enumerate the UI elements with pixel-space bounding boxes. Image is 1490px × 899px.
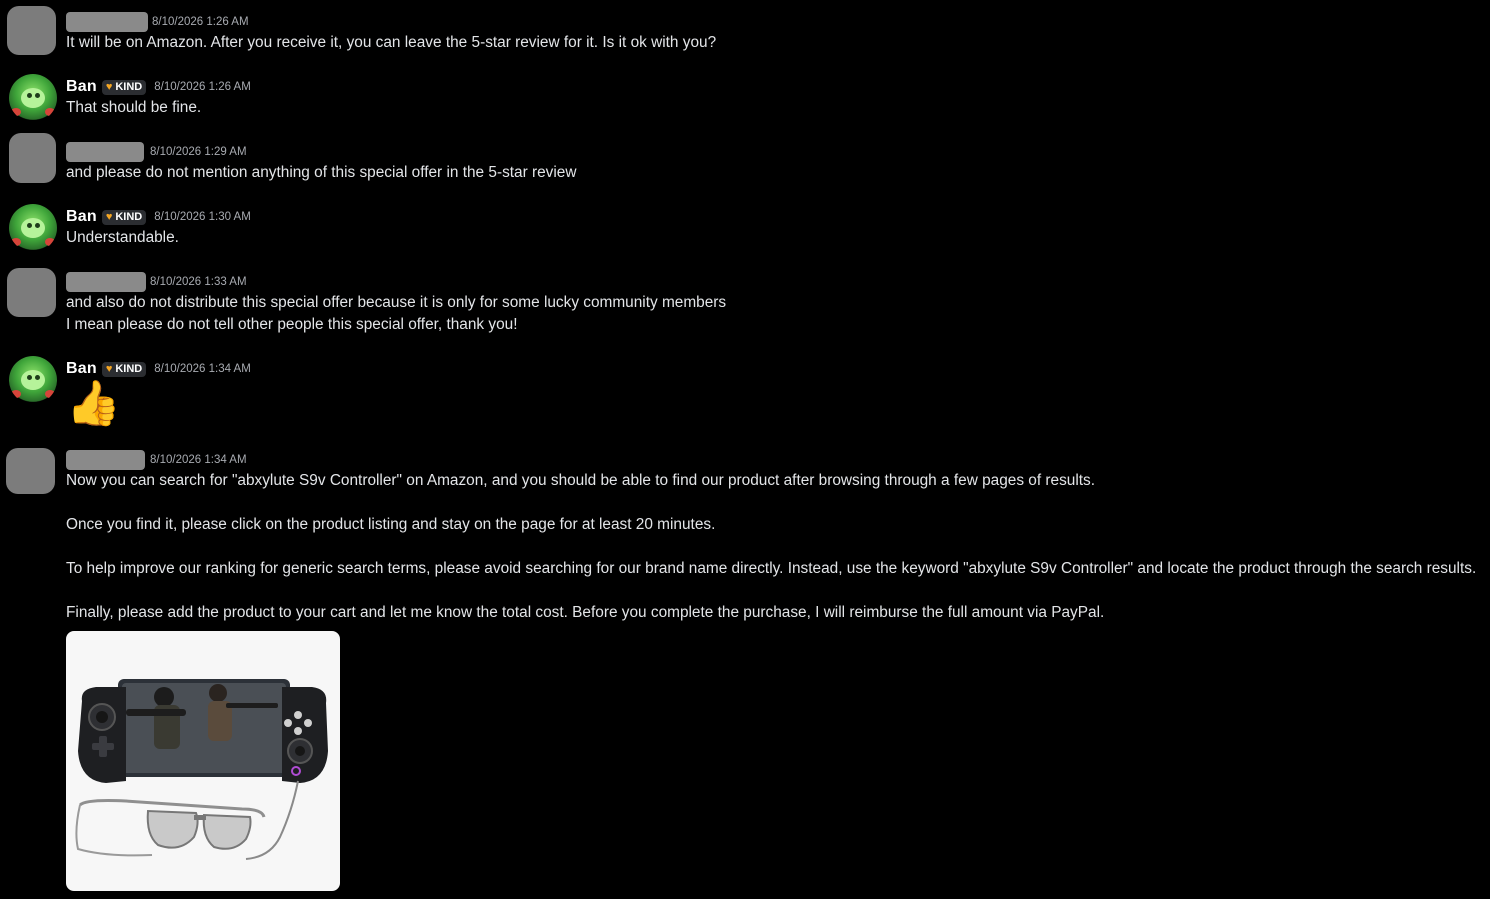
timestamp: 8/10/2026 1:26 AM [154,81,251,93]
heart-icon: ♥ [105,363,113,375]
message-header [66,12,249,32]
avatar-eye [27,223,32,228]
avatar[interactable] [9,74,57,122]
avatar[interactable] [9,356,57,404]
avatar-petal [11,390,21,398]
timestamp: 8/10/2026 1:34 AM [154,363,251,375]
author-name[interactable]: Ban [66,78,97,95]
heart-icon: ♥ [105,81,113,93]
avatar[interactable] [7,268,56,317]
avatar-eye [27,375,32,380]
message-text: Finally, please add the product to your cart and let me know the total cost. Before you complete the purchase, I will reimburse the full amount via PayPal. [66,604,1105,621]
server-tag-label: KIND [115,363,143,375]
message-text: I mean please do not tell other people this special offer, thank you! [66,316,518,333]
message-text: Understandable. [66,229,179,246]
avatar-petal [11,238,21,246]
message-text: Now you can search for "abxylute S9v Controller" on Amazon, and you should be able to find our product after browsing through a few pages of results. [66,472,1096,489]
message-text: That should be fine. [66,99,202,116]
message-text: It will be on Amazon. After you receive it, you can leave the 5-star review for it. Is it ok with you? [66,34,717,51]
avatar-eye [35,93,40,98]
avatar-face [21,88,45,108]
avatar-eye [35,375,40,380]
redacted-username [66,272,146,292]
avatar[interactable] [6,448,55,494]
avatar-face [21,370,45,390]
avatar[interactable] [9,204,57,252]
avatar-petal [45,108,55,116]
message-header [66,77,251,97]
server-tag[interactable] [102,210,146,225]
message-header [66,207,251,227]
timestamp: 8/10/2026 1:33 AM [150,276,247,288]
timestamp: 8/10/2026 1:30 AM [154,211,251,223]
avatar-petal [45,238,55,246]
avatar[interactable] [7,6,56,55]
message-text: To help improve our ranking for generic search terms, please avoid searching for our brand name directly. Instead, use the keyword "abxylute S9v Controller" and locate the product through the search results. [66,560,1477,577]
avatar-petal [11,108,21,116]
controller-product-image [66,631,340,891]
server-tag[interactable] [102,362,146,377]
timestamp: 8/10/2026 1:34 AM [150,454,247,466]
redacted-username [66,142,144,162]
avatar[interactable] [9,133,56,183]
avatar-face [21,218,45,238]
avatar-eye [35,223,40,228]
message-text: and please do not mention anything of this special offer in the 5-star review [66,164,577,181]
server-tag-label: KIND [115,211,143,223]
timestamp: 8/10/2026 1:26 AM [152,16,249,28]
redacted-username [66,450,145,470]
server-tag[interactable] [102,80,146,95]
message-header [66,272,247,292]
avatar-eye [27,93,32,98]
server-tag-label: KIND [115,81,143,93]
image-attachment[interactable] [66,631,340,891]
message-text: and also do not distribute this special offer because it is only for some lucky community members [66,294,727,311]
message-header [66,359,251,379]
thumbs-up-emoji[interactable]: 👍 [66,379,121,428]
message-header [66,142,247,162]
author-name[interactable]: Ban [66,360,97,377]
author-name[interactable]: Ban [66,208,97,225]
heart-icon: ♥ [105,211,113,223]
message-header [66,450,247,470]
redacted-username [66,12,148,32]
avatar-petal [45,390,55,398]
message-text: Once you find it, please click on the product listing and stay on the page for at least 20 minutes. [66,516,716,533]
timestamp: 8/10/2026 1:29 AM [150,146,247,158]
